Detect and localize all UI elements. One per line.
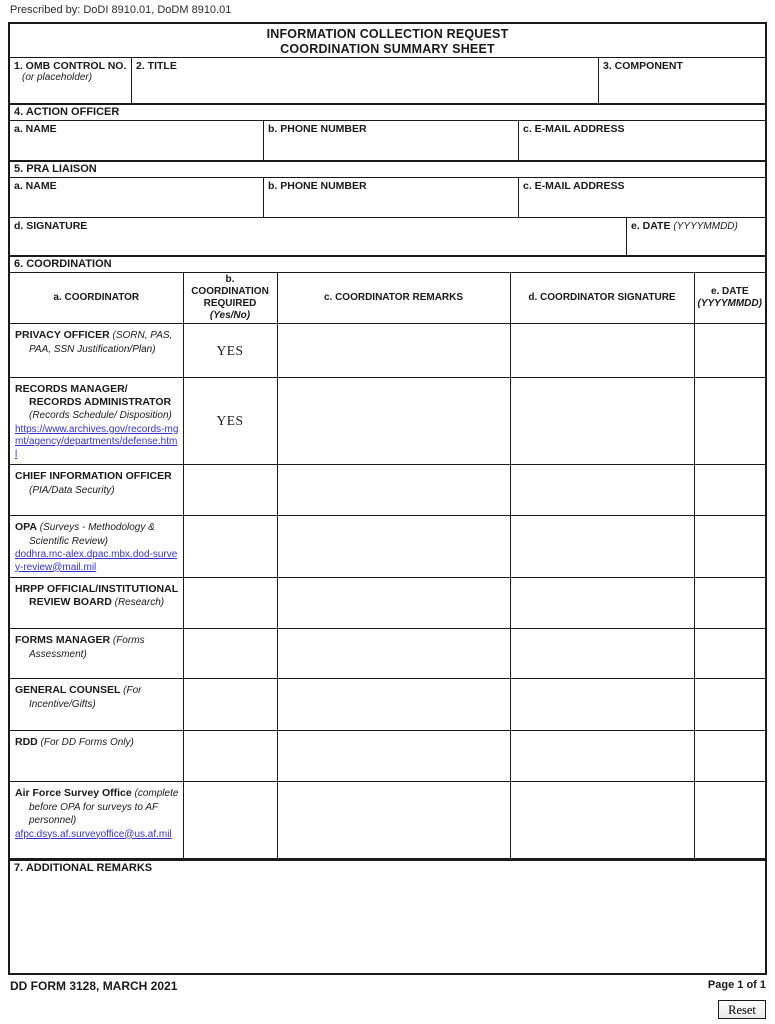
coordinator-note: (For DD Forms Only) — [37, 737, 134, 748]
coordinator-signature-field[interactable] — [510, 679, 694, 731]
section7-heading: 7. ADDITIONAL REMARKS — [14, 862, 153, 874]
coordination-row — [10, 465, 765, 516]
additional-remarks-field[interactable] — [10, 859, 765, 973]
coordinator-date-field[interactable] — [694, 516, 765, 578]
component-field[interactable] — [599, 58, 765, 103]
coordinator-remarks-field[interactable] — [277, 782, 510, 859]
coordinator-note: (Records Schedule/ Disposition) — [29, 410, 172, 421]
title-field[interactable] — [132, 58, 599, 103]
coordinator-signature-field[interactable] — [510, 378, 694, 465]
coordination-required-field[interactable] — [183, 516, 277, 578]
pra-liaison-name-label: a. NAME — [14, 180, 57, 192]
coordination-row — [10, 731, 765, 782]
coordinator-signature-field[interactable] — [510, 516, 694, 578]
action-officer-email-field[interactable] — [519, 121, 765, 160]
coordinator-cell — [10, 465, 183, 516]
component-label: 3. COMPONENT — [603, 60, 683, 72]
coordinator-note: (SORN, PAS, PAA, SSN Justification/Plan) — [29, 330, 173, 355]
coordinator-signature-field[interactable] — [510, 465, 694, 516]
coordinator-remarks-field[interactable] — [277, 731, 510, 782]
coordination-table — [10, 272, 765, 859]
coordination-row — [10, 324, 765, 378]
coordinator-remarks-field[interactable] — [277, 516, 510, 578]
coordinator-link[interactable]: dodhra.mc-alex.dpac.mbx.dod-survey-review@mail.mil — [15, 549, 178, 573]
action-officer-phone-label: b. PHONE NUMBER — [268, 123, 367, 135]
coordination-column-header: a. COORDINATOR — [10, 273, 183, 324]
page-number-text: Page 1 of 1 — [707, 979, 766, 991]
coordination-row — [10, 782, 765, 859]
coordinator-date-field[interactable] — [694, 679, 765, 731]
coordinator-date-field[interactable] — [694, 629, 765, 679]
form-title — [10, 24, 765, 58]
coordinator-signature-field[interactable] — [510, 324, 694, 378]
pra-liaison-row — [10, 177, 765, 217]
pra-liaison-signature-label: d. SIGNATURE — [14, 220, 88, 232]
pra-liaison-date-label: e. DATE — [631, 220, 671, 232]
coordinator-name: CHIEF INFORMATION OFFICER — [15, 470, 172, 482]
coordinator-signature-field[interactable] — [510, 731, 694, 782]
coordination-required-field[interactable] — [183, 629, 277, 679]
coordinator-note: (PIA/Data Security) — [29, 484, 115, 496]
coordinator-note: (Forms Assessment) — [29, 635, 145, 660]
pra-liaison-date-field[interactable] — [627, 218, 765, 255]
form-id-text: DD FORM 3128, MARCH 2021 — [10, 979, 178, 993]
section5-heading: 5. PRA LIAISON — [10, 160, 765, 177]
section4-heading: 4. ACTION OFFICER — [10, 103, 765, 120]
omb-control-field[interactable] — [10, 58, 132, 103]
coordination-column-header: d. COORDINATOR SIGNATURE — [510, 273, 694, 324]
pra-liaison-signature-row — [10, 217, 765, 255]
coordination-required-field[interactable] — [183, 324, 277, 378]
coordinator-date-field[interactable] — [694, 578, 765, 629]
coordinator-cell — [10, 731, 183, 782]
coordination-row — [10, 516, 765, 578]
coordination-required-value: YES — [216, 342, 244, 358]
action-officer-email-label: c. E-MAIL ADDRESS — [523, 123, 625, 135]
coordinator-note: (Surveys - Methodology & Scientific Review) — [29, 522, 155, 547]
coordinator-remarks-field[interactable] — [277, 324, 510, 378]
pra-liaison-date-format: (YYYYMMDD) — [673, 221, 738, 232]
coordinator-date-field[interactable] — [694, 324, 765, 378]
coordinator-name: HRPP OFFICIAL/INSTITUTIONAL REVIEW BOARD — [15, 583, 178, 608]
coordinator-remarks-field[interactable] — [277, 465, 510, 516]
coordinator-cell — [10, 578, 183, 629]
coordination-row — [10, 578, 765, 629]
pra-liaison-email-label: c. E-MAIL ADDRESS — [523, 180, 625, 192]
coordinator-signature-field[interactable] — [510, 782, 694, 859]
form-title-line1: INFORMATION COLLECTION REQUEST — [266, 27, 509, 41]
pra-liaison-name-field[interactable] — [10, 178, 264, 217]
prescribed-by-text: Prescribed by: DoDI 8910.01, DoDM 8910.01 — [10, 4, 232, 16]
coordinator-note: (For Incentive/Gifts) — [29, 685, 142, 710]
coordinator-name: OPA — [15, 521, 37, 533]
coordinator-date-field[interactable] — [694, 465, 765, 516]
coordinator-note: (complete before OPA for surveys to AF personnel) — [29, 788, 179, 826]
section6-heading: 6. COORDINATION — [10, 255, 765, 272]
action-officer-phone-field[interactable] — [264, 121, 519, 160]
coordination-required-field[interactable] — [183, 782, 277, 859]
coordinator-date-field[interactable] — [694, 378, 765, 465]
coordinator-cell — [10, 782, 183, 859]
coordinator-cell — [10, 516, 183, 578]
coordination-table-header — [10, 273, 765, 324]
coordinator-remarks-field[interactable] — [277, 679, 510, 731]
header-fields-row — [10, 58, 765, 103]
coordinator-remarks-field[interactable] — [277, 378, 510, 465]
coordination-required-field[interactable] — [183, 679, 277, 731]
coordinator-name: FORMS MANAGER — [15, 634, 111, 646]
coordinator-cell — [10, 378, 183, 465]
coordinator-link[interactable]: afpc.dsys.af.surveyoffice@us.af.mil — [15, 828, 172, 840]
coordination-row — [10, 679, 765, 731]
omb-control-label: 1. OMB CONTROL NO. — [14, 60, 127, 72]
coordinator-cell — [10, 629, 183, 679]
coordination-column-header: c. COORDINATOR REMARKS — [277, 273, 510, 324]
coordination-column-header: b. COORDINATION REQUIRED (Yes/No) — [183, 273, 277, 324]
coordination-required-field[interactable] — [183, 465, 277, 516]
action-officer-name-field[interactable] — [10, 121, 264, 160]
coordinator-date-field[interactable] — [694, 731, 765, 782]
coordinator-remarks-field[interactable] — [277, 629, 510, 679]
coordination-column-header: e. DATE (YYYYMMDD) — [694, 273, 765, 324]
coordination-required-field[interactable] — [183, 578, 277, 629]
coordinator-cell — [10, 324, 183, 378]
coordinator-name: Air Force Survey Office — [15, 787, 132, 799]
pra-liaison-phone-label: b. PHONE NUMBER — [268, 180, 367, 192]
form-body — [8, 22, 767, 975]
coordination-required-value: YES — [216, 413, 244, 428]
coordination-required-field[interactable] — [183, 731, 277, 782]
coordinator-name: PRIVACY OFFICER — [15, 329, 110, 341]
coordinator-name: RDD — [15, 736, 38, 748]
title-label: 2. TITLE — [136, 60, 177, 72]
action-officer-name-label: a. NAME — [14, 123, 57, 135]
coordination-row — [10, 629, 765, 679]
coordinator-cell — [10, 679, 183, 731]
coordinator-remarks-field[interactable] — [277, 578, 510, 629]
coordinator-link[interactable]: https://www.archives.gov/records-mgmt/agency/departments/defense.html — [15, 423, 179, 460]
coordinator-signature-field[interactable] — [510, 578, 694, 629]
coordination-row — [10, 378, 765, 465]
form-title-line2: COORDINATION SUMMARY SHEET — [280, 41, 495, 56]
coordinator-name: GENERAL COUNSEL — [15, 684, 121, 696]
reset-button[interactable]: Reset — [718, 1000, 766, 1019]
coordination-required-field[interactable] — [183, 378, 277, 465]
coordinator-date-field[interactable] — [694, 782, 765, 859]
coordinator-note: (Research) — [111, 596, 165, 608]
pra-liaison-signature-field[interactable] — [10, 218, 627, 255]
omb-control-sublabel: (or placeholder) — [22, 72, 93, 83]
coordinator-signature-field[interactable] — [510, 629, 694, 679]
pra-liaison-phone-field[interactable] — [264, 178, 519, 217]
action-officer-row — [10, 120, 765, 160]
coordinator-name: RECORDS MANAGER/ RECORDS ADMINISTRATOR — [15, 383, 172, 408]
pra-liaison-email-field[interactable] — [519, 178, 765, 217]
